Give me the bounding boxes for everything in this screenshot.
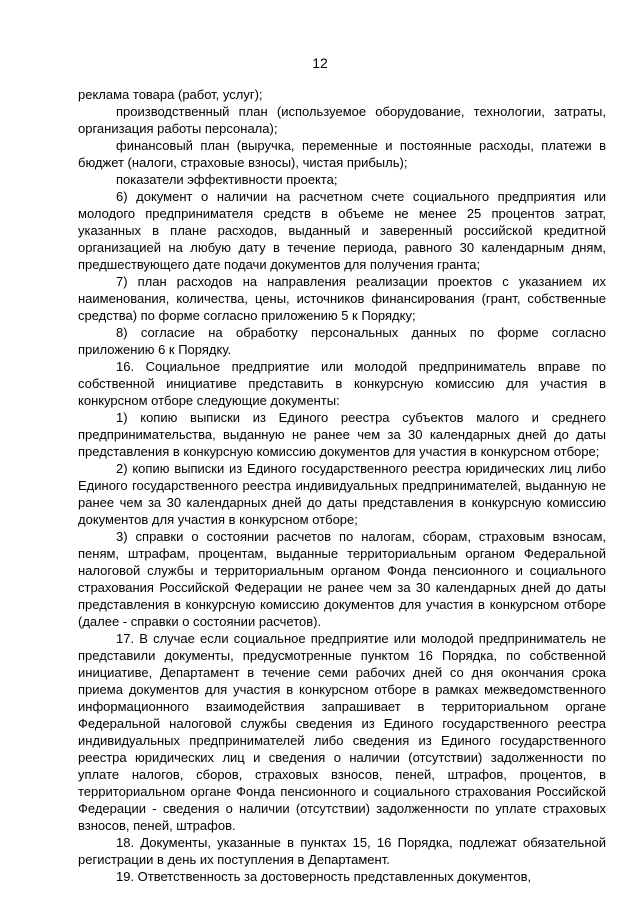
paragraph: производственный план (используемое оборудование, технологии, затраты, организация работы персонала);: [78, 104, 606, 136]
paragraph: 19. Ответственность за достоверность представленных документов,: [116, 869, 532, 884]
paragraph: 8) согласие на обработку персональных данных по форме согласно приложению 6 к Порядку.: [78, 325, 606, 357]
paragraph: реклама товара (работ, услуг);: [78, 87, 263, 102]
paragraph: 7) план расходов на направления реализации проектов с указанием их наименования, количества, цены, источников финансирования (грант, собственные средства) по форме согласно приложению 5 к Порядку;: [78, 274, 606, 323]
paragraph: 2) копию выписки из Единого государственного реестра юридических лиц либо Единого государственного реестра индивидуальных предпринимателей, выданную не ранее чем за 30 календарных дней до даты представления в конкурсную комиссию документов для участия в конкурсном отборе;: [78, 461, 606, 527]
document-body: [78, 86, 606, 885]
paragraph: показатели эффективности проекта;: [116, 172, 338, 187]
paragraph: 17. В случае если социальное предприятие или молодой предприниматель не представили документы, предусмотренные пунктом 16 Порядка, по собственной инициативе, Департамент в течение семи рабочих дней со дня окончания срока приема документов для участия в конкурсном отборе в рамках межведомственного информационного взаимодействия запрашивает в территориальном органе Федеральной налоговой службы сведения из Единого государственного реестра индивидуальных предпринимателей либо сведения из Единого государственного реестра юридических лиц и сведения о наличии (отсутствии) задолженности по уплате налогов, сборов, страховых взносов, пеней, штрафов, процентов, в территориальном органе Фонда пенсионного и социального страхования Российской Федерации - сведения о наличии (отсутствии) задолженности по уплате страховых взносов, пеней, штрафов.: [78, 631, 606, 833]
paragraph: 3) справки о состоянии расчетов по налогам, сборам, страховым взносам, пеням, штрафам, процентам, выданные территориальным органом Федеральной налоговой службы и территориальным органом Фонда пенсионного и социального страхования Российской Федерации не ранее чем за 30 календарных дней до даты представления в конкурсную комиссию документов для участия в конкурсном отборе (далее - справки о состоянии расчетов).: [78, 529, 606, 629]
paragraph: 18. Документы, указанные в пунктах 15, 16 Порядка, подлежат обязательной регистрации в день их поступления в Департамент.: [78, 835, 606, 867]
paragraph: 6) документ о наличии на расчетном счете социального предприятия или молодого предпринимателя средств в объеме не менее 25 процентов затрат, указанных в плане расходов, выданный и заверенный российской кредитной организацией на любую дату в течение периода, равного 30 календарным дням, предшествующего дате подачи документов для получения гранта;: [78, 189, 606, 272]
page-number: 12: [312, 55, 328, 71]
paragraph: финансовый план (выручка, переменные и постоянные расходы, платежи в бюджет (налоги, страховые взносы), чистая прибыль);: [78, 138, 606, 170]
paragraph: 16. Социальное предприятие или молодой предприниматель вправе по собственной инициативе представить в конкурсную комиссию для участия в конкурсном отборе следующие документы:: [78, 359, 606, 408]
paragraph: 1) копию выписки из Единого реестра субъектов малого и среднего предпринимательства, выданную не ранее чем за 30 календарных дней до даты представления в конкурсную комиссию документов для участия в конкурсном отборе;: [78, 410, 606, 459]
